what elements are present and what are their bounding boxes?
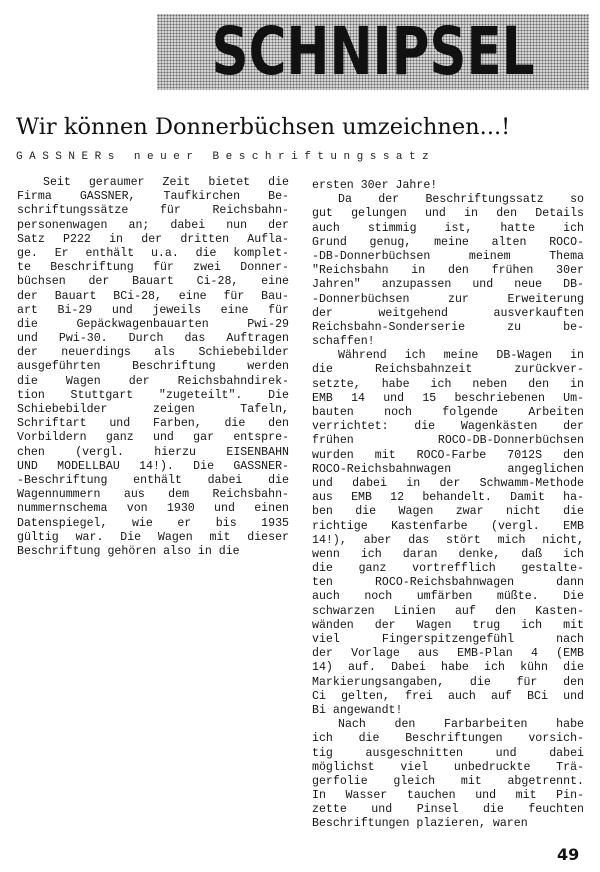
text-line: Jahren" anzupassen und neue DB- xyxy=(312,278,584,292)
text-line: viel Fingerspitzengefühl nach xyxy=(312,633,584,646)
text-line: tig ausgeschnitten und dabei xyxy=(312,746,584,760)
text-line: personenwagen an; dabei nun der xyxy=(17,218,289,232)
text-line: die Reichsbahnzeit zurückver- xyxy=(312,363,584,377)
schnipsel-banner xyxy=(157,14,589,90)
left-column xyxy=(17,176,289,559)
text-line: Schriftart und Farben, die den xyxy=(17,417,289,431)
text-line: Während ich meine DB-Wagen in xyxy=(338,349,584,363)
text-line: wenn ich daran denke, daß ich xyxy=(312,547,584,561)
text-line: Satz P222 in der dritten Aufla- xyxy=(17,232,289,246)
banner-title: SCHNIPSEL xyxy=(211,13,535,90)
text-line: möglichst viel unbedruckte Trä- xyxy=(312,760,584,774)
text-line: nummernschema von 1930 und einen xyxy=(17,502,289,516)
text-line: "Reichsbahn in den frühen 30er xyxy=(312,264,584,278)
text-line: EMB 14 und 15 beschriebenen Um- xyxy=(312,391,584,405)
text-line: aus EMB 12 behandelt. Damit ha- xyxy=(312,491,584,505)
text-line: Firma GASSNER, Taufkirchen Be- xyxy=(17,190,289,204)
text-line: -Donnerbüchsen zur Erweiterung xyxy=(312,292,584,306)
text-line: ersten 30er Jahre! xyxy=(312,179,438,192)
text-line: setzte, habe ich neben den in xyxy=(312,377,584,391)
text-line: schwarzen Linien auf den Kasten- xyxy=(312,604,584,618)
text-line: Beschriftungen plazieren, waren xyxy=(312,817,528,831)
text-line: ausgeführten Beschriftung werden xyxy=(17,360,289,374)
text-line: Seit geraumer Zeit bietet die xyxy=(43,176,289,189)
text-line: Reichsbahn-Sonderserie zu be- xyxy=(312,320,584,334)
text-line: die Gepäckwagenbauarten Pwi-29 xyxy=(17,317,289,331)
text-line: schaffen! xyxy=(312,335,375,349)
text-line: Ci gelten, frei auch auf BCi und xyxy=(312,689,584,703)
text-line: -Beschriftung enthält dabei die xyxy=(17,473,289,487)
text-line: chen (vergl. hierzu EISENBAHN xyxy=(17,445,289,459)
text-line: te Beschriftung für zwei Donner- xyxy=(17,261,289,275)
right-column xyxy=(312,179,584,832)
text-line: gerfolie gleich mit abgetrennt. xyxy=(312,774,584,788)
text-line: bauten noch folgende Arbeiten xyxy=(312,406,584,419)
article-subhead: GASSNERs neuer Beschriftungssatz xyxy=(16,151,436,163)
text-line: richtige Kastenfarbe (vergl. EMB xyxy=(312,519,584,533)
text-line: verrichtet: die Wagenkästen der xyxy=(312,420,584,434)
page-number: 49 xyxy=(557,845,580,864)
text-line: schriftungssätze für Reichsbahn- xyxy=(17,204,289,218)
text-line: die Wagen der Reichsbahndirek- xyxy=(17,374,289,388)
text-line: und Pwi-30. Durch das Auftragen xyxy=(17,332,289,346)
text-line: der neuerdings als Schiebebilder xyxy=(17,346,289,360)
text-line: Da der Beschriftungssatz so xyxy=(338,193,584,207)
text-line: tion Stuttgart "zugeteilt". Die xyxy=(17,388,289,402)
text-line: und dabei in der Schwamm-Methode xyxy=(312,476,584,490)
text-line: Bi angewandt! xyxy=(312,703,403,717)
text-line: Schiebebilder zeigen Tafeln, xyxy=(17,403,289,416)
text-line: Grund genug, meine alten ROCO- xyxy=(312,235,584,249)
text-line: 14!), aber das stört mich nicht, xyxy=(312,533,584,547)
text-line: ben die Wagen zwar nicht die xyxy=(312,505,584,519)
text-line: der Bauart BCi-28, eine für Bau- xyxy=(17,289,289,303)
text-line: ROCO-Reichsbahnwagen angeglichen xyxy=(312,462,584,476)
text-line: auch noch umfärben müßte. Die xyxy=(312,590,584,604)
text-line: ge. Er enthält u.a. die komplet- xyxy=(17,246,289,260)
text-line: -DB-Donnerbüchsen meinem Thema xyxy=(312,249,584,263)
text-line: wurden mit ROCO-Farbe 7012S den xyxy=(312,448,584,462)
text-line: gut gelungen und in den Details xyxy=(312,207,584,221)
text-line: Vorbildern ganz und gar entspre- xyxy=(17,431,289,445)
text-line: zette und Pinsel die feuchten xyxy=(312,803,584,817)
text-line: UND MODELLBAU 14!). Die GASSNER- xyxy=(17,459,289,473)
text-line: ten ROCO-Reichsbahnwagen dann xyxy=(312,576,584,590)
text-line: In Wasser tauchen und mit Pin- xyxy=(312,789,584,803)
article-headline: Wir können Donnerbüchsen umzeichnen...! xyxy=(16,114,511,140)
text-line: Beschriftung gehören also in die xyxy=(17,544,240,558)
text-line: büchsen der Bauart Ci-28, eine xyxy=(17,275,289,289)
text-line: auch stimmig ist, hatte ich xyxy=(312,221,584,235)
text-line: 14) auf. Dabei habe ich kühn die xyxy=(312,661,584,675)
text-line: der weitgehend ausverkauften xyxy=(312,306,584,320)
text-line: gültig war. Die Wagen mit dieser xyxy=(17,530,289,544)
text-line: art Bi-29 und jeweils eine für xyxy=(17,303,289,317)
text-line: ich die Beschriftungen vorsich- xyxy=(312,732,584,746)
text-line: Markierungsangaben, die für den xyxy=(312,675,584,689)
text-line: die ganz vortrefflich gestalte- xyxy=(312,562,584,576)
text-line: Wagennummern aus dem Reichsbahn- xyxy=(17,488,289,502)
text-line: Datenspiegel, wie er bis 1935 xyxy=(17,516,289,530)
text-line: Nach den Farbarbeiten habe xyxy=(338,718,584,732)
text-line: der Vorlage aus EMB-Plan 4 (EMB xyxy=(312,647,584,661)
text-line: frühen ROCO-DB-Donnerbüchsen xyxy=(312,434,584,448)
text-line: wänden der Wagen trug ich mit xyxy=(312,618,584,632)
